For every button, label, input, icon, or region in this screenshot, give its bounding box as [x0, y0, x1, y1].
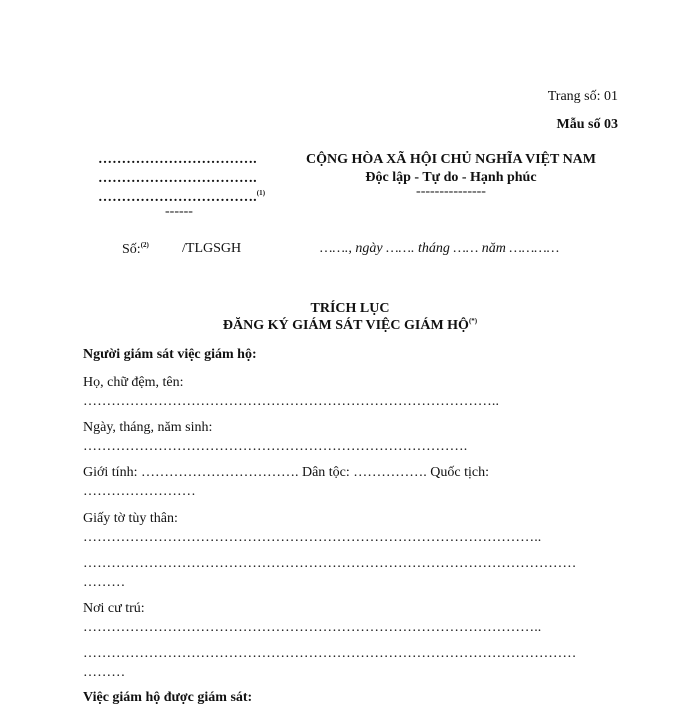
residence-field-1: ……………………………………………………………………………………..: [83, 620, 542, 635]
form-code: Mẫu số 03: [556, 117, 618, 132]
dob-label: Ngày, tháng, năm sinh:: [83, 420, 213, 435]
fullname-field: ……………………………………………………………………………..: [83, 394, 500, 409]
document-subtitle: ĐĂNG KÝ GIÁM SÁT VIỆC GIÁM HỘ(*): [222, 317, 478, 333]
id-document-field-1: ……………………………………………………………………………………..: [83, 530, 542, 545]
number-note: (2): [140, 241, 149, 249]
agency-line-1: …………………………….: [98, 152, 257, 167]
supervisor-heading: Người giám sát việc giám hộ:: [83, 347, 257, 362]
document-number-suffix: /TLGSGH: [182, 241, 242, 256]
supervised-guardianship-heading: Việc giám hộ được giám sát:: [83, 690, 253, 705]
page-number: Trang số: 01: [547, 89, 618, 104]
agency-divider: ------: [165, 204, 193, 219]
residence-label: Nơi cư trú:: [83, 601, 145, 616]
id-document-field-3: ………: [83, 575, 126, 590]
nationality-field: ……………………: [83, 484, 196, 499]
agency-note: (1): [256, 189, 266, 197]
agency-line-3: …………………………….$^{(1)}$: [98, 189, 266, 205]
residence-field-2: ……………………………………………………………………………………………: [83, 646, 577, 661]
country-name: CỘNG HÒA XÃ HỘI CHỦ NGHĨA VIỆT NAM: [305, 152, 596, 167]
national-motto: Độc lập - Tự do - Hạnh phúc: [365, 170, 537, 185]
id-document-field-2: ……………………………………………………………………………………………: [83, 556, 577, 571]
place-date: ……., ngày ……. tháng …… năm …………: [320, 241, 560, 256]
id-document-label: Giấy tờ tùy thân:: [83, 511, 178, 526]
residence-field-3: ………: [83, 665, 126, 680]
fullname-label: Họ, chữ đệm, tên:: [83, 375, 184, 390]
document-number-label: Số:$^{(2)}$: [122, 241, 149, 257]
document-title: TRÍCH LỤC: [310, 301, 390, 316]
dob-field: ……………………………………………………………………….: [83, 439, 468, 454]
gender-ethnicity-nationality: Giới tính: ……………………………. Dân tộc: ……………. Quốc tịch:: [83, 465, 489, 480]
agency-line-2: …………………………….: [98, 171, 257, 186]
motto-divider: ---------------: [416, 184, 486, 199]
title-note: (*): [468, 317, 478, 325]
